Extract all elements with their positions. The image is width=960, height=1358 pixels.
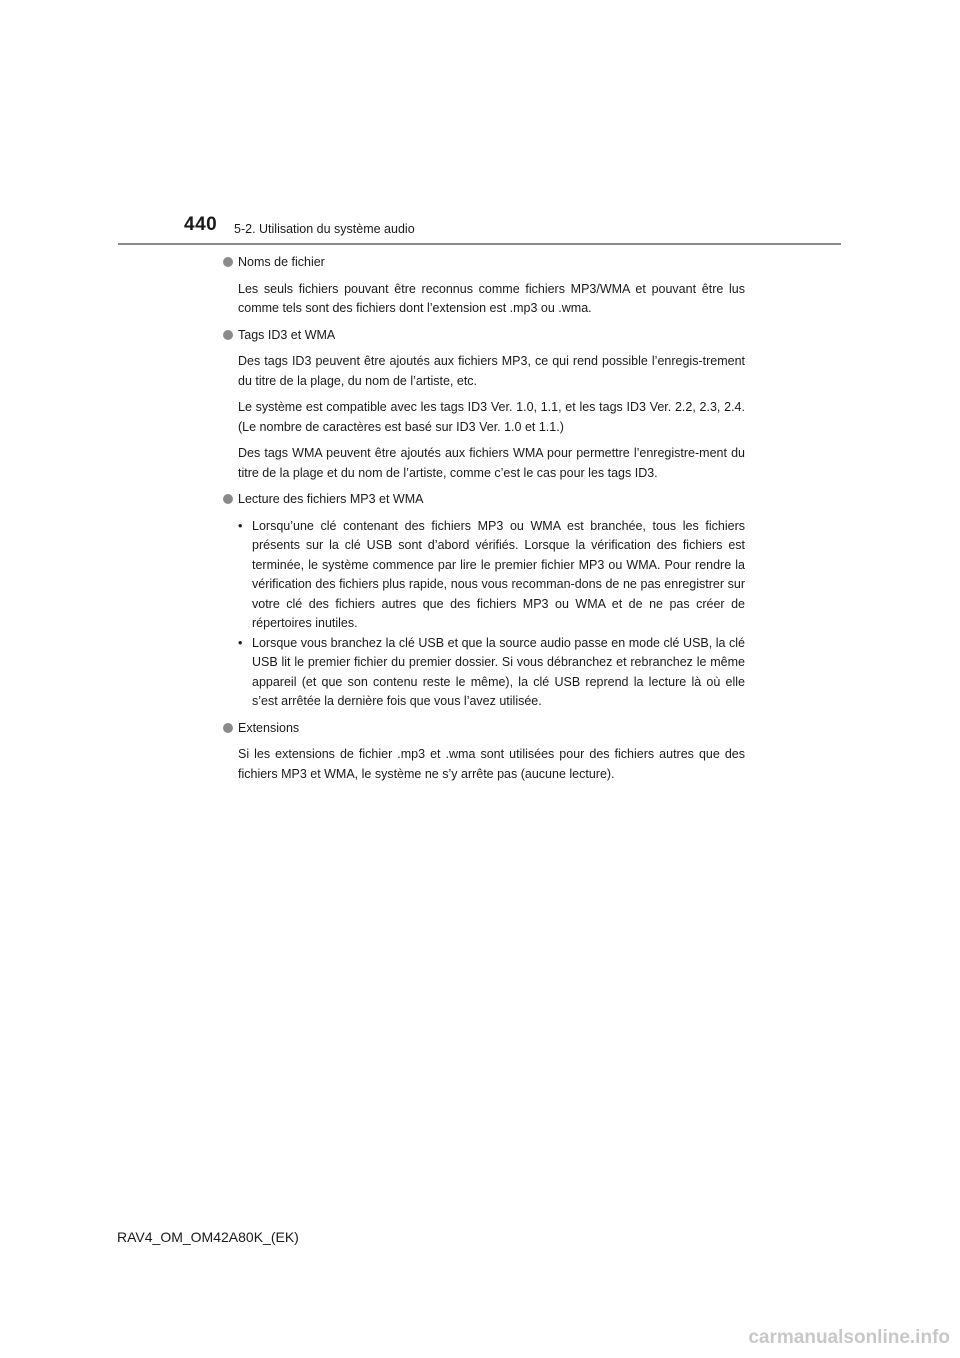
page-number: 440 xyxy=(184,214,218,235)
paragraph: Des tags ID3 peuvent être ajoutés aux fichiers MP3, ce qui rend possible l’enregis-trement du titre de la plage, du nom de l’artiste, etc. xyxy=(238,354,745,388)
section-title: 5-2. Utilisation du système audio xyxy=(234,222,415,236)
topic-noms-de-fichier xyxy=(223,253,745,273)
page-content xyxy=(223,253,745,791)
list-item-text: Lorsqu’une clé contenant des fichiers MP3 ou WMA est branchée, tous les fichiers présents sur la clé USB sont d’abord vérifiés. Lorsque la vérification des fichiers est terminée, le système commence par lire le premier fichier MP3 ou WMA. Pour rendre la vérification des fichiers plus rapide, nous vous recomman-dons de ne pas enregistrer sur votre clé des fichiers autres que des fichiers MP3 ou WMA et de ne pas créer de répertoires inutiles. xyxy=(252,518,745,630)
bullet-dot-icon: • xyxy=(238,518,243,533)
paragraph: Des tags WMA peuvent être ajoutés aux fichiers WMA pour permettre l’enregistre-ment du titre de la plage et du nom de l’artiste, comme c’est le cas pour les tags ID3. xyxy=(238,446,745,480)
topic-lecture-fichiers xyxy=(223,490,745,510)
topic-title: Noms de fichier xyxy=(238,255,325,269)
footer-code: RAV4_OM_OM42A80K_(EK) xyxy=(117,1229,299,1245)
topic-extensions xyxy=(223,719,745,739)
topic-title: Extensions xyxy=(238,720,300,735)
paragraph: Si les extensions de fichier .mp3 et .wma sont utilisées pour des fichiers autres que des fichiers MP3 et WMA, le système ne s’y arrête pas (aucune lecture). xyxy=(238,747,745,781)
bullet-circle-icon xyxy=(223,723,233,733)
sub-list xyxy=(238,517,745,712)
bullet-circle-icon xyxy=(223,330,233,340)
bullet-circle-icon xyxy=(223,257,233,267)
bullet-dot-icon: • xyxy=(238,635,243,650)
topic-title: Tags ID3 et WMA xyxy=(238,327,336,342)
list-item xyxy=(238,634,745,712)
header-rule xyxy=(118,243,841,245)
topic-title: Lecture des fichiers MP3 et WMA xyxy=(238,492,424,506)
list-item xyxy=(238,517,745,634)
topic-tags-id3-wma xyxy=(223,326,745,346)
watermark: carmanualsonline.info xyxy=(748,1327,950,1348)
bullet-circle-icon xyxy=(223,494,233,504)
list-item-text: Lorsque vous branchez la clé USB et que la source audio passe en mode clé USB, la clé USB lit le premier fichier du premier dossier. Si vous débranchez et rebranchez le même appareil (et que son contenu reste le même), la clé USB reprend la lecture là où elle s’est arrêtée la dernière fois que vous l’avez utilisée. xyxy=(252,635,745,708)
paragraph: Le système est compatible avec les tags ID3 Ver. 1.0, 1.1, et les tags ID3 Ver. 2.2, 2.3, 2.4. (Le nombre de caractères est basé sur ID3 Ver. 1.0 et 1.1.) xyxy=(238,400,745,434)
paragraph: Les seuls fichiers pouvant être reconnus comme fichiers MP3/WMA et pouvant être lus comme tels sont des fichiers dont l’extension est .mp3 ou .wma. xyxy=(238,281,745,315)
